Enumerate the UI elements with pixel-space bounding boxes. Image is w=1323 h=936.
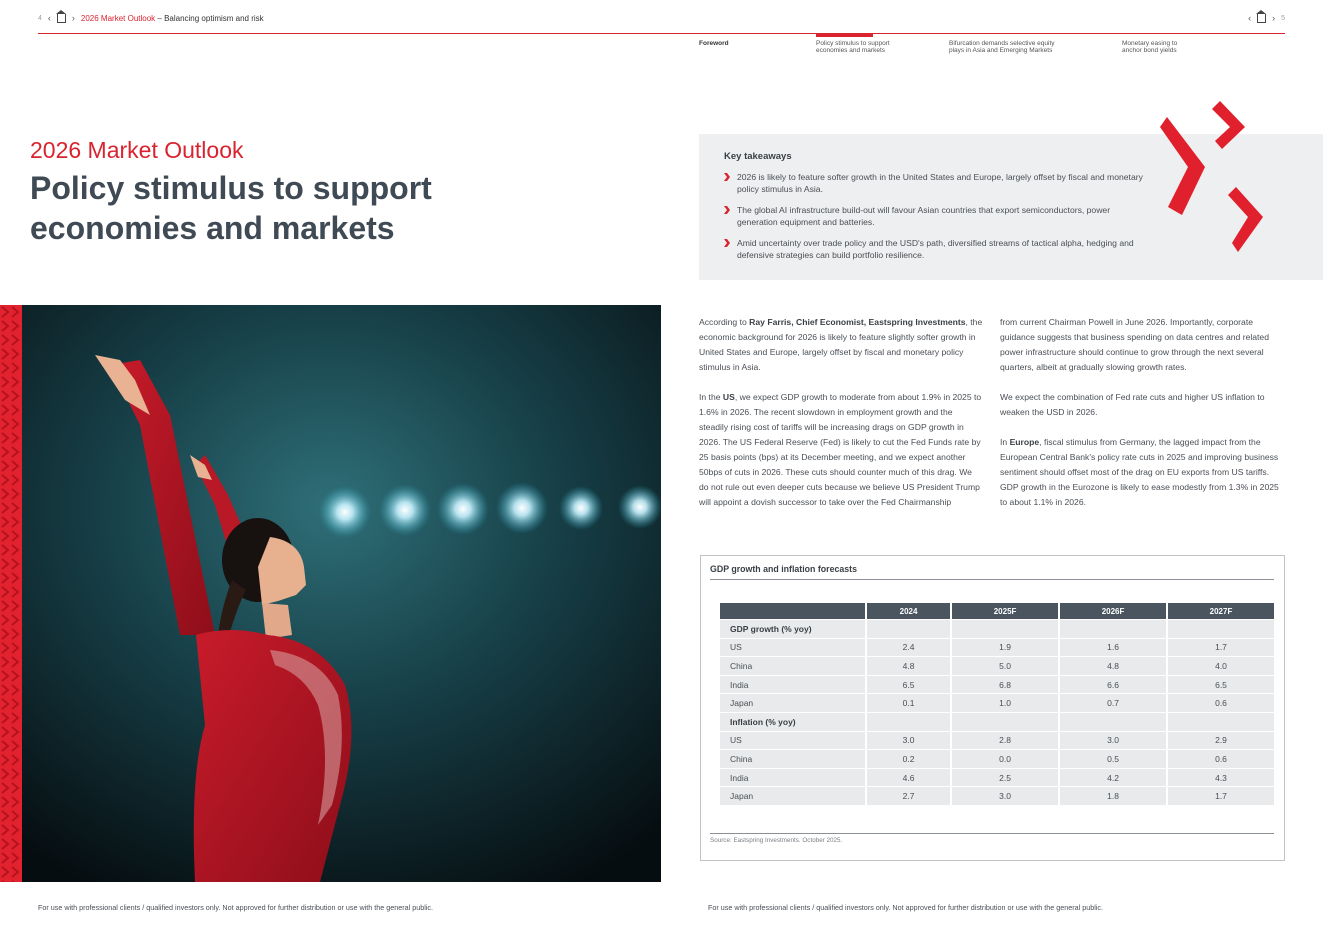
tab-monetary-easing[interactable]: Monetary easing to anchor bond yields [1122,40,1178,54]
bullet-chevron-icon [724,206,730,214]
table-title: GDP growth and inflation forecasts [710,564,857,574]
value-cell: 4.6 [867,769,950,787]
value-cell: 4.3 [1168,769,1274,787]
column-header [720,603,865,619]
value-cell: 0.2 [867,750,950,768]
tab-bifurcation[interactable]: Bifurcation demands selective equity plays in Asia and Emerging Markets [949,40,1055,54]
table-group-row [720,620,1274,638]
top-bar-left [38,14,264,23]
value-cell: 0.6 [1168,750,1274,768]
tab-foreword[interactable]: Foreword [699,40,729,47]
value-cell: 3.0 [867,732,950,750]
table-row [720,732,1274,750]
paragraph [1000,435,1286,510]
table-row [720,769,1274,787]
home-icon[interactable] [57,14,66,23]
text-run: In the [699,392,723,402]
top-bar-right [1248,14,1285,23]
value-cell: 2.4 [867,639,950,657]
value-cell: 1.7 [1168,639,1274,657]
value-cell: 4.0 [1168,657,1274,675]
text-run: According to [699,317,750,327]
key-takeaways-title: Key takeaways [724,151,792,162]
value-cell: 1.9 [952,639,1058,657]
country-cell: China [720,657,865,675]
footer-disclaimer-right: For use with professional clients / qualified investors only. Not approved for further distribution or use with the general public. [708,903,1103,912]
column-header: 2024 [867,603,950,619]
right-page-number: 5 [1281,15,1285,22]
forecast-table-panel [700,555,1285,861]
value-cell: 2.8 [952,732,1058,750]
text-run-bold: Ray Farris, Chief Economist, Eastspring Investments [749,317,966,327]
key-takeaways-list [724,171,1144,270]
divider [710,579,1274,580]
left-page-number: 4 [38,15,42,22]
section-tabs [699,34,1285,64]
value-cell: 6.6 [1060,676,1166,694]
value-cell: 4.2 [1060,769,1166,787]
value-cell: 6.8 [952,676,1058,694]
value-cell: 4.8 [1060,657,1166,675]
paragraph [699,315,983,375]
value-cell: 2.5 [952,769,1058,787]
forecast-table [718,602,1276,806]
value-cell: 2.9 [1168,732,1274,750]
value-cell: 1.8 [1060,787,1166,805]
country-cell: India [720,769,865,787]
breadcrumb-title[interactable]: 2026 Market Outlook [80,14,156,23]
gymnast-photo [0,305,661,882]
value-cell: 4.8 [867,657,950,675]
value-cell: 0.5 [1060,750,1166,768]
breadcrumb-subtitle: – Balancing optimism and risk [155,14,264,23]
chevron-left-icon[interactable]: ‹ [1248,13,1252,23]
takeaway-text: The global AI infrastructure build-out will favour Asian countries that export semiconductors, power generation equipment and batteries. [737,205,1111,227]
table-row [720,676,1274,694]
body-column-right [1000,315,1286,525]
paragraph [699,390,983,510]
group-label: GDP growth (% yoy) [720,620,865,638]
value-cell: 6.5 [867,676,950,694]
column-header: 2027F [1168,603,1274,619]
text-run-bold: US [722,392,735,402]
table-header-row [720,603,1274,619]
table-source: Source: Eastspring Investments. October 2025. [710,837,843,844]
value-cell: 6.5 [1168,676,1274,694]
top-bar [38,14,1285,34]
value-cell: 3.0 [952,787,1058,805]
table-row [720,750,1274,768]
section-eyebrow: 2026 Market Outlook [30,137,244,163]
country-cell: China [720,750,865,768]
country-cell: India [720,676,865,694]
value-cell: 2.7 [867,787,950,805]
page-title: Policy stimulus to support economies and markets [30,170,432,246]
country-cell: Japan [720,787,865,805]
divider [710,833,1274,834]
value-cell: 0.6 [1168,694,1274,712]
column-header: 2026F [1060,603,1166,619]
takeaway-text: 2026 is likely to feature softer growth in the United States and Europe, largely offset by fiscal and monetary policy stimulus in Asia. [737,172,1143,194]
paragraph: from current Chairman Powell in June 2026. Importantly, corporate guidance suggests that business spending on data centres and related power infrastructure should continue to grow through the next several quarters, albeit at gradually slowing growth rates. [1000,317,1269,372]
value-cell: 1.6 [1060,639,1166,657]
body-column-left [699,315,983,525]
table-row [720,787,1274,805]
country-cell: Japan [720,694,865,712]
value-cell: 3.0 [1060,732,1166,750]
list-item [724,171,1144,195]
text-run-bold: Europe [1009,437,1040,447]
home-icon[interactable] [1257,14,1266,23]
chevron-right-icon[interactable]: › [1272,13,1276,23]
country-cell: US [720,732,865,750]
list-item [724,237,1144,261]
table-row [720,639,1274,657]
group-label: Inflation (% yoy) [720,713,865,731]
value-cell: 0.7 [1060,694,1166,712]
text-run: , the economic background for 2026 is likely to feature slightly softer growth in United States and Europe, largely offset by fiscal and monetary policy stimulus in Asia. [699,317,983,372]
value-cell: 1.0 [952,694,1058,712]
text-run: , fiscal stimulus from Germany, the lagged impact from the European Central Bank's policy rate cuts in 2025 and improving business sentiment should offset most of the drag on EU exports from US tariffs. GDP growth in the Eurozone is likely to ease modestly from 1.3% in 2025 to about 1.1% in 2026. [1000,437,1279,507]
tab-policy-stimulus[interactable]: Policy stimulus to support economies and markets [816,40,890,54]
text-run: In [1000,437,1010,447]
brand-chevron-mark [1160,97,1270,257]
bullet-chevron-icon [724,239,730,247]
chevron-right-icon[interactable]: › [71,13,75,23]
value-cell: 5.0 [952,657,1058,675]
footer-disclaimer-left: For use with professional clients / qualified investors only. Not approved for further distribution or use with the general public. [38,903,433,912]
table-group-row [720,713,1274,731]
paragraph: We expect the combination of Fed rate cuts and higher US inflation to weaken the USD in 2026. [1000,392,1265,417]
text-run: , we expect GDP growth to moderate from about 1.9% in 2025 to 1.6% in 2026. The recent slowdown in employment growth and the steadily rising cost of tariffs will be increasing drags on GDP growth in 2026. The US Federal Reserve (Fed) is likely to cut the Fed Funds rate by 25 basis points (bps) at its December meeting, and we expect another 50bps of cuts in 2026. These cuts should counter much of this drag. We do not rule out even deeper cuts because we believe US President Trump will appoint a dovish successor to take over the Fed Chairmanship [699,392,982,507]
value-cell: 1.7 [1168,787,1274,805]
breadcrumb [81,14,264,23]
value-cell: 0.1 [867,694,950,712]
country-cell: US [720,639,865,657]
bullet-chevron-icon [724,173,730,181]
chevron-left-icon[interactable]: ‹ [47,13,51,23]
column-header: 2025F [952,603,1058,619]
table-row [720,694,1274,712]
active-tab-indicator [816,34,873,37]
table-row [720,657,1274,675]
value-cell: 0.0 [952,750,1058,768]
list-item [724,204,1144,228]
takeaway-text: Amid uncertainty over trade policy and the USD's path, diversified streams of tactical alpha, hedging and defensive strategies can build portfolio resilience. [737,238,1134,260]
